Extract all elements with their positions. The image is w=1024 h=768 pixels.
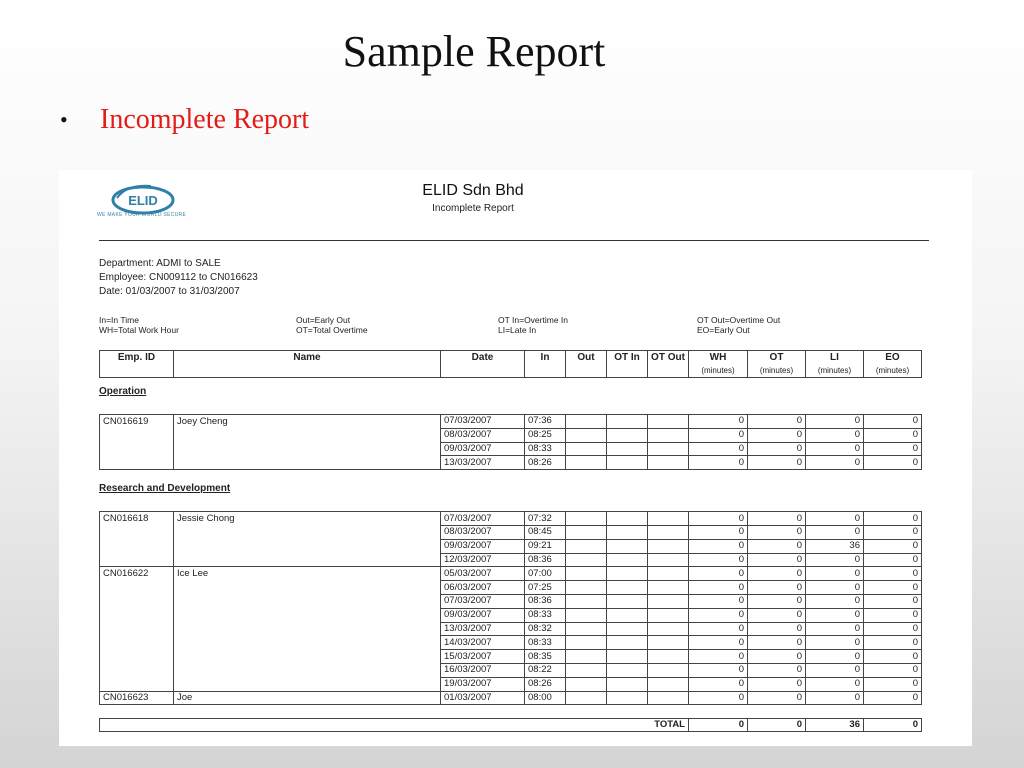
emp-id-cell (100, 442, 174, 456)
table-cell: 0 (748, 567, 806, 581)
table-cell (648, 608, 689, 622)
table-cell: 0 (748, 636, 806, 650)
column-header: WH (minutes) (689, 351, 748, 378)
table-row (100, 622, 922, 636)
column-header: Name (174, 351, 441, 378)
total-ot: 0 (748, 719, 806, 732)
table-cell: 08:22 (525, 663, 566, 677)
table-cell (566, 608, 607, 622)
table-cell: 0 (689, 677, 748, 691)
report-filters (99, 257, 258, 299)
table-cell (648, 456, 689, 470)
table-cell: 0 (748, 512, 806, 526)
table-cell: 0 (864, 636, 922, 650)
table-cell (648, 415, 689, 429)
table-cell: 09/03/2007 (441, 608, 525, 622)
table-row (100, 553, 922, 567)
table-cell (648, 581, 689, 595)
legend-entry: OT Out=Overtime Out (697, 315, 781, 325)
table-cell: 07/03/2007 (441, 512, 525, 526)
table-cell (648, 525, 689, 539)
table-cell: 0 (748, 415, 806, 429)
table-cell (566, 622, 607, 636)
table-cell: 0 (689, 456, 748, 470)
table-cell: 0 (748, 428, 806, 442)
company-name: ELID Sdn Bhd (422, 182, 524, 199)
table-row (100, 525, 922, 539)
table-row (100, 415, 922, 429)
emp-id-cell (100, 581, 174, 595)
table-cell (607, 608, 648, 622)
divider (99, 240, 929, 241)
table-cell: 08:26 (525, 456, 566, 470)
table-cell: 12/03/2007 (441, 553, 525, 567)
table-cell (648, 677, 689, 691)
department-table (99, 414, 922, 470)
table-cell: 08/03/2007 (441, 525, 525, 539)
table-cell (648, 691, 689, 705)
column-header: Date (441, 351, 525, 378)
column-unit: (minutes) (759, 366, 794, 375)
table-cell (566, 691, 607, 705)
table-cell: 0 (806, 456, 864, 470)
table-cell (566, 539, 607, 553)
emp-id-cell (100, 663, 174, 677)
legend-column (498, 315, 568, 335)
table-cell: 0 (689, 650, 748, 664)
table-cell: 0 (748, 581, 806, 595)
table-cell: 0 (806, 691, 864, 705)
emp-id-cell (100, 622, 174, 636)
table-cell: 0 (806, 512, 864, 526)
legend-entry: EO=Early Out (697, 325, 750, 335)
table-cell (566, 636, 607, 650)
table-cell (607, 636, 648, 650)
total-eo: 0 (864, 719, 922, 732)
table-cell: 0 (748, 442, 806, 456)
legend-entry: OT In=Overtime In (498, 315, 568, 325)
column-header: EO (minutes) (864, 351, 922, 378)
table-cell: 0 (689, 512, 748, 526)
table-row (100, 567, 922, 581)
emp-name-cell (174, 428, 441, 442)
table-cell: 0 (689, 691, 748, 705)
table-cell (648, 553, 689, 567)
table-cell: 0 (864, 622, 922, 636)
table-cell (648, 622, 689, 636)
table-row (100, 456, 922, 470)
column-header: In (525, 351, 566, 378)
emp-name-cell: Ice Lee (174, 567, 441, 581)
table-cell: 0 (748, 663, 806, 677)
table-cell (607, 428, 648, 442)
table-cell: 0 (748, 525, 806, 539)
table-cell: 08:25 (525, 428, 566, 442)
table-cell (648, 539, 689, 553)
emp-name-cell: Joey Cheng (174, 415, 441, 429)
table-cell: 08:36 (525, 553, 566, 567)
table-cell (607, 553, 648, 567)
table-cell: 16/03/2007 (441, 663, 525, 677)
emp-name-cell: Jessie Chong (174, 512, 441, 526)
table-cell: 0 (806, 677, 864, 691)
department-heading: Research and Development (99, 483, 231, 495)
table-cell: 08:32 (525, 622, 566, 636)
table-cell (607, 594, 648, 608)
table-cell: 13/03/2007 (441, 622, 525, 636)
table-cell: 0 (864, 428, 922, 442)
table-cell (566, 428, 607, 442)
table-cell: 05/03/2007 (441, 567, 525, 581)
emp-name-cell (174, 622, 441, 636)
emp-id-cell: CN016623 (100, 691, 174, 705)
table-cell (566, 525, 607, 539)
table-cell (648, 442, 689, 456)
table-cell: 0 (864, 691, 922, 705)
emp-id-cell: CN016619 (100, 415, 174, 429)
table-cell: 0 (864, 415, 922, 429)
table-cell: 0 (689, 567, 748, 581)
table-cell: 0 (864, 567, 922, 581)
table-cell (607, 650, 648, 664)
emp-id-cell (100, 594, 174, 608)
table-cell (607, 539, 648, 553)
table-row (100, 663, 922, 677)
table-cell (648, 636, 689, 650)
emp-name-cell (174, 553, 441, 567)
table-cell: 0 (864, 456, 922, 470)
table-cell: 0 (689, 636, 748, 650)
table-cell: 0 (806, 553, 864, 567)
table-cell: 09/03/2007 (441, 539, 525, 553)
table-cell: 0 (689, 428, 748, 442)
legend-column (697, 315, 780, 335)
table-cell: 08:33 (525, 608, 566, 622)
table-cell (566, 650, 607, 664)
table-cell: 09/03/2007 (441, 442, 525, 456)
bullet-text: Incomplete Report (100, 104, 310, 135)
total-li: 36 (806, 719, 864, 732)
table-cell: 0 (806, 581, 864, 595)
table-cell (566, 512, 607, 526)
table-cell: 36 (806, 539, 864, 553)
table-cell: 15/03/2007 (441, 650, 525, 664)
table-cell (607, 512, 648, 526)
table-row (100, 691, 922, 705)
column-unit: (minutes) (875, 366, 910, 375)
table-cell (648, 650, 689, 664)
table-cell (566, 442, 607, 456)
emp-id-cell (100, 553, 174, 567)
bullet-item (60, 104, 309, 136)
emp-id-cell (100, 428, 174, 442)
report-image (59, 170, 972, 746)
logo-wordmark: ELID (128, 193, 158, 208)
table-cell (607, 525, 648, 539)
table-cell (566, 456, 607, 470)
table-cell: 0 (864, 442, 922, 456)
emp-name-cell (174, 456, 441, 470)
table-cell: 0 (689, 553, 748, 567)
table-row (100, 442, 922, 456)
table-cell: 0 (864, 525, 922, 539)
table-cell: 07:00 (525, 567, 566, 581)
legend-entry: LI=Late In (498, 325, 537, 335)
table-cell: 0 (689, 415, 748, 429)
table-cell: 0 (806, 608, 864, 622)
column-unit: (minutes) (817, 366, 852, 375)
table-cell: 0 (806, 663, 864, 677)
report-subtitle: Incomplete Report (432, 203, 514, 214)
table-cell: 08:45 (525, 525, 566, 539)
table-cell (566, 594, 607, 608)
table-cell: 14/03/2007 (441, 636, 525, 650)
emp-name-cell (174, 608, 441, 622)
column-header: Out (566, 351, 607, 378)
emp-id-cell: CN016622 (100, 567, 174, 581)
emp-id-cell (100, 456, 174, 470)
table-cell: 0 (748, 608, 806, 622)
table-cell: 0 (689, 581, 748, 595)
table-cell: 0 (806, 428, 864, 442)
table-cell: 08:36 (525, 594, 566, 608)
table-cell (648, 428, 689, 442)
table-cell: 0 (689, 442, 748, 456)
table-cell: 08:26 (525, 677, 566, 691)
table-cell (607, 691, 648, 705)
table-cell: 0 (689, 594, 748, 608)
table-cell: 0 (864, 512, 922, 526)
table-cell: 08:00 (525, 691, 566, 705)
table-row (100, 581, 922, 595)
table-cell: 0 (748, 650, 806, 664)
table-cell: 0 (864, 594, 922, 608)
table-cell: 07:32 (525, 512, 566, 526)
table-cell: 0 (806, 650, 864, 664)
table-cell (607, 622, 648, 636)
table-cell: 0 (748, 539, 806, 553)
column-unit: (minutes) (701, 366, 735, 375)
table-cell: 0 (864, 553, 922, 567)
emp-name-cell (174, 539, 441, 553)
emp-name-cell (174, 677, 441, 691)
table-cell: 0 (806, 567, 864, 581)
table-cell (607, 567, 648, 581)
table-cell: 0 (748, 553, 806, 567)
table-cell: 0 (748, 456, 806, 470)
table-cell: 08:35 (525, 650, 566, 664)
table-row (100, 636, 922, 650)
table-cell: 0 (806, 622, 864, 636)
table-cell: 08/03/2007 (441, 428, 525, 442)
table-cell: 0 (806, 442, 864, 456)
table-cell: 0 (689, 608, 748, 622)
department-range: Department: ADMI to SALE (99, 258, 221, 269)
date-range: Date: 01/03/2007 to 31/03/2007 (99, 286, 240, 297)
logo-tagline: WE MAKE YOUR WORLD SECURE (97, 212, 187, 218)
table-cell (648, 567, 689, 581)
table-cell: 0 (689, 539, 748, 553)
table-cell: 0 (689, 525, 748, 539)
table-cell: 0 (689, 622, 748, 636)
table-cell: 09:21 (525, 539, 566, 553)
table-cell (566, 553, 607, 567)
table-cell: 0 (806, 636, 864, 650)
emp-id-cell (100, 650, 174, 664)
emp-name-cell (174, 636, 441, 650)
table-cell: 0 (806, 415, 864, 429)
table-cell: 0 (864, 677, 922, 691)
table-cell: 0 (806, 594, 864, 608)
table-cell (648, 512, 689, 526)
emp-name-cell (174, 663, 441, 677)
table-cell (566, 567, 607, 581)
table-cell: 0 (689, 663, 748, 677)
table-row (100, 539, 922, 553)
total-wh: 0 (689, 719, 748, 732)
emp-id-cell (100, 539, 174, 553)
emp-id-cell (100, 608, 174, 622)
table-cell: 07:25 (525, 581, 566, 595)
column-header: OT Out (648, 351, 689, 378)
total-label: TOTAL (100, 719, 689, 732)
table-cell (607, 581, 648, 595)
table-cell: 0 (864, 663, 922, 677)
table-cell (607, 677, 648, 691)
table-cell (566, 581, 607, 595)
table-cell (607, 663, 648, 677)
legend-entry: WH=Total Work Hour (99, 325, 179, 335)
table-cell: 06/03/2007 (441, 581, 525, 595)
table-row (100, 650, 922, 664)
table-cell: 13/03/2007 (441, 456, 525, 470)
emp-id-cell (100, 525, 174, 539)
legend-column (99, 315, 179, 335)
bullet-dot: • (60, 107, 68, 132)
table-cell: 07/03/2007 (441, 415, 525, 429)
table-row (100, 608, 922, 622)
table-cell (566, 415, 607, 429)
legend-entry: In=In Time (99, 315, 139, 325)
table-row (100, 677, 922, 691)
table-cell: 01/03/2007 (441, 691, 525, 705)
total-row (99, 718, 922, 732)
table-cell (607, 415, 648, 429)
table-cell: 0 (806, 525, 864, 539)
legend-entry: OT=Total Overtime (296, 325, 368, 335)
table-cell (607, 442, 648, 456)
table-cell (566, 677, 607, 691)
table-header (99, 350, 922, 378)
table-row (100, 594, 922, 608)
emp-id-cell (100, 636, 174, 650)
table-cell (607, 456, 648, 470)
table-cell: 19/03/2007 (441, 677, 525, 691)
department-heading: Operation (99, 386, 147, 397)
table-row (100, 428, 922, 442)
emp-name-cell (174, 442, 441, 456)
emp-name-cell: Joe (174, 691, 441, 705)
table-cell: 0 (864, 539, 922, 553)
table-cell: 08:33 (525, 442, 566, 456)
table-cell: 0 (748, 622, 806, 636)
emp-id-cell (100, 677, 174, 691)
department-table (99, 511, 922, 705)
table-cell: 07:36 (525, 415, 566, 429)
table-cell: 0 (864, 608, 922, 622)
table-cell (648, 594, 689, 608)
table-cell: 0 (748, 691, 806, 705)
legend-column (296, 315, 368, 335)
table-cell: 0 (748, 677, 806, 691)
column-header: Emp. ID (100, 351, 174, 378)
table-cell: 0 (864, 650, 922, 664)
table-cell: 07/03/2007 (441, 594, 525, 608)
column-header: LI (minutes) (806, 351, 864, 378)
emp-name-cell (174, 525, 441, 539)
legend-entry: Out=Early Out (296, 315, 351, 325)
table-cell (566, 663, 607, 677)
table-cell: 08:33 (525, 636, 566, 650)
employee-range: Employee: CN009112 to CN016623 (99, 272, 258, 283)
slide-title: Sample Report (342, 27, 606, 76)
column-header: OT (minutes) (748, 351, 806, 378)
column-header: OT In (607, 351, 648, 378)
emp-id-cell: CN016618 (100, 512, 174, 526)
emp-name-cell (174, 650, 441, 664)
table-row (100, 512, 922, 526)
emp-name-cell (174, 581, 441, 595)
emp-name-cell (174, 594, 441, 608)
table-cell: 0 (748, 594, 806, 608)
table-cell (648, 663, 689, 677)
table-cell: 0 (864, 581, 922, 595)
